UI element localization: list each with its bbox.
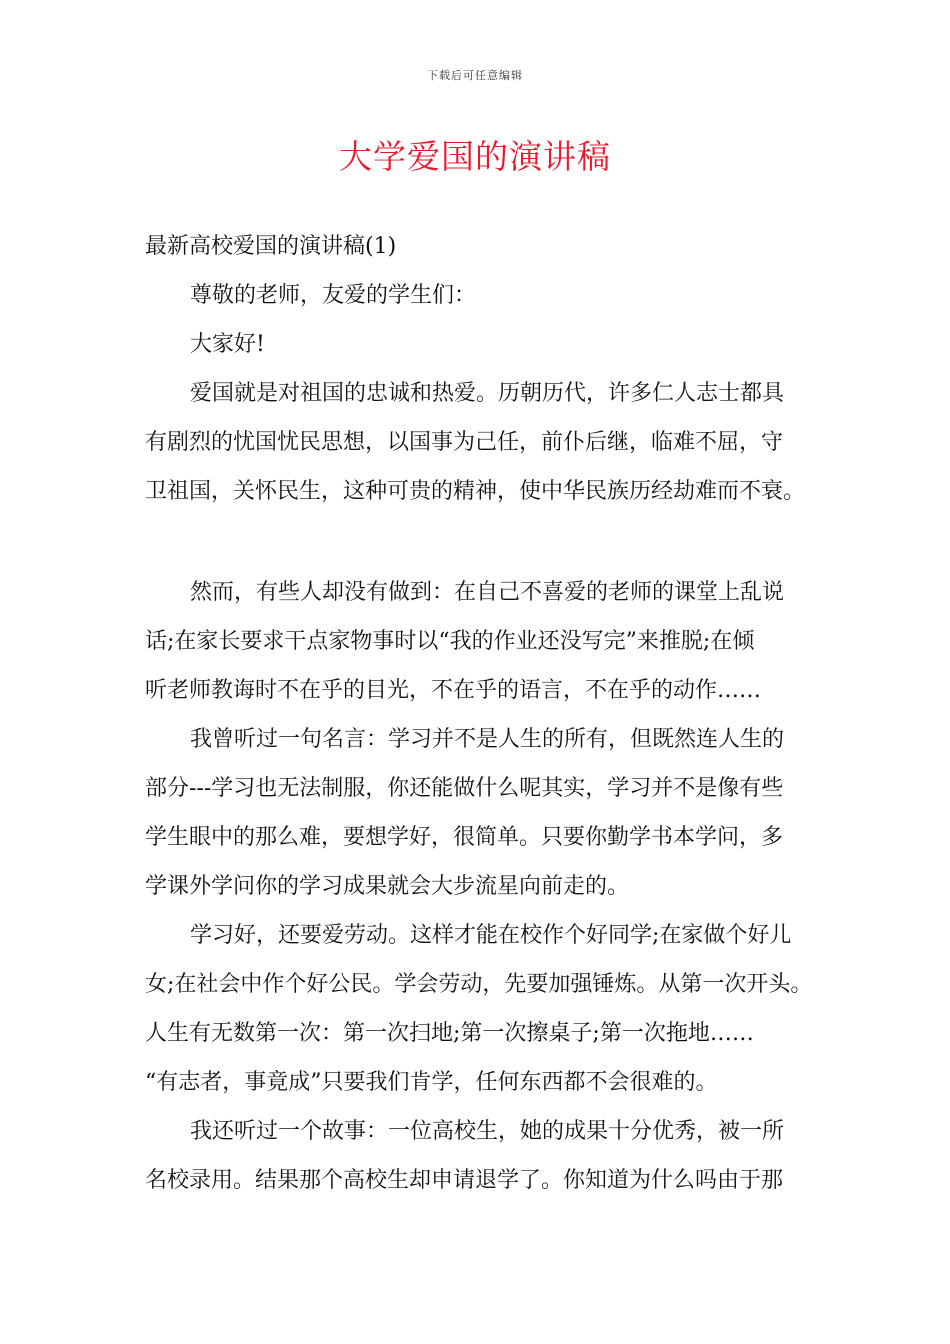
text-line: 话;在家长要求干点家物事时以“我的作业还没写完”来推脱;在倾 [145,629,755,654]
text-line: 部分---学习也无法制服，你还能做什么呢其实，学习并不是像有些 [145,776,784,801]
text-line: 听老师教诲时不在乎的目光，不在乎的语言，不在乎的动作…… [145,678,762,703]
document-body-block-1 [145,222,815,516]
text-line: 学课外学问你的学习成果就会大步流星向前走的。 [145,874,630,899]
text-line: 我曾听过一句名言：学习并不是人生的所有，但既然连人生的 [190,727,785,752]
text-line: 卫祖国，关怀民生，这种可贵的精神，使中华民族历经劫难而不衰。 [145,479,806,504]
document-title: 大学爱国的演讲稿 [339,137,611,176]
text-line: 学习好，还要爱劳动。这样才能在校作个好同学;在家做个好儿 [190,923,792,948]
text-line: “有志者，事竟成”只要我们肯学，任何东西都不会很难的。 [145,1070,718,1095]
paragraph-block-2 [145,568,815,1205]
text-line: 尊敬的老师，友爱的学生们： [190,283,477,308]
text-line: 然而，有些人却没有做到：在自己不喜爱的老师的课堂上乱说 [190,580,785,605]
paragraph-block-1 [145,271,815,516]
text-line: 我还听过一个故事：一位高校生，她的成果十分优秀，被一所 [190,1119,785,1144]
text-line: 大家好! [190,332,265,357]
text-line: 人生有无数第一次：第一次扫地;第一次擦桌子;第一次拖地…… [145,1021,754,1046]
text-line: 学生眼中的那么难，要想学好，很简单。只要你勤学书本学问，多 [145,825,784,850]
text-line: 爱国就是对祖国的忠诚和热爱。历朝历代，许多仁人志士都具 [190,381,785,406]
page-header-note: 下载后可任意编辑 [427,69,523,82]
document-subtitle: 最新高校爱国的演讲稿(1) [145,234,397,259]
document-body-block-2 [145,568,815,1205]
text-line: 有剧烈的忧国忧民思想，以国事为己任，前仆后继，临难不屈，守 [145,430,784,455]
text-line: 名校录用。结果那个高校生却申请退学了。你知道为什么吗由于那 [145,1168,784,1193]
text-line: 女;在社会中作个好公民。学会劳动，先要加强锤炼。从第一次开头。 [145,972,813,997]
